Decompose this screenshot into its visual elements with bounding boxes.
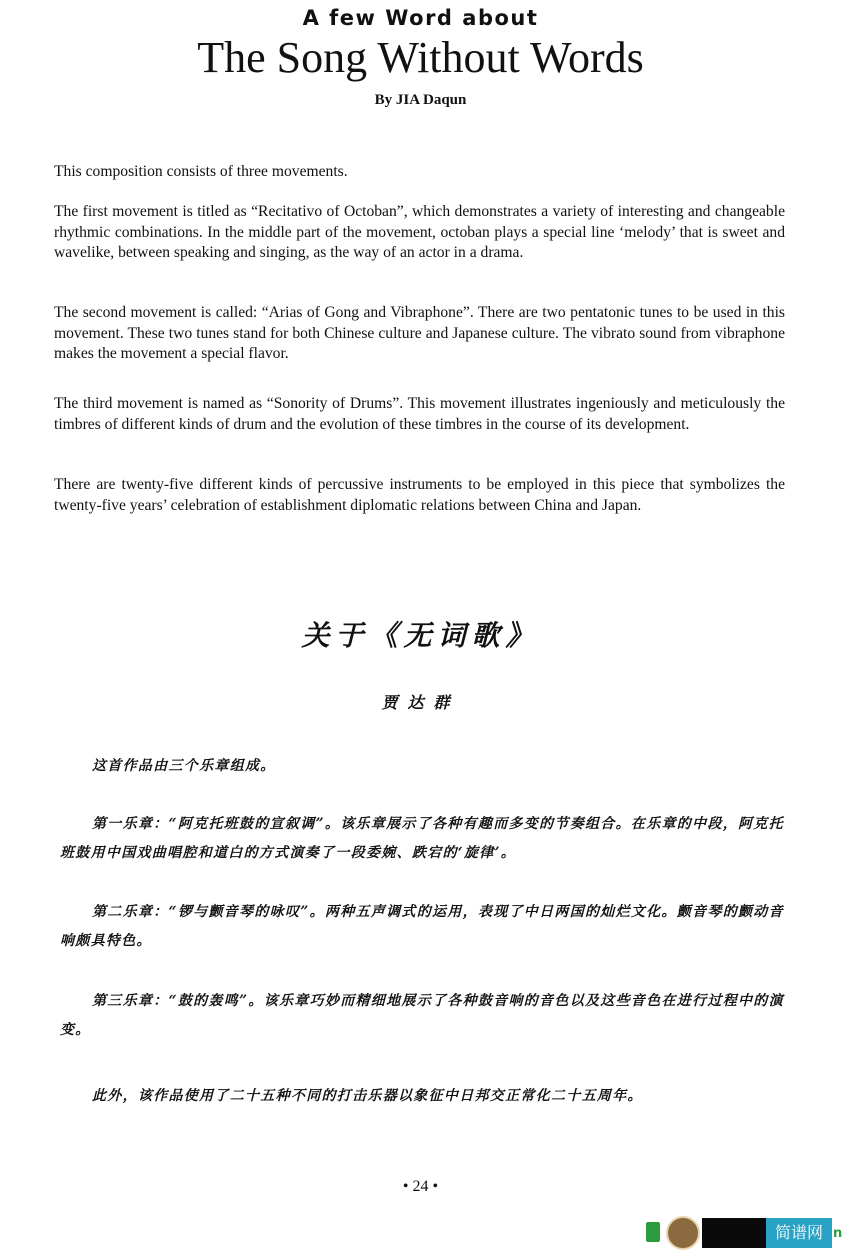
chinese-author: 贾达群 (381, 693, 460, 712)
english-paragraph-movement-2: The second movement is called: “Arias of Gong and Vibraphone”. There are two pentatonic tunes to be used in this movement. These two tunes stand for both Chinese culture and Japanese culture. The vibrato sound from vibraphone makes the movement a special flavor. (54, 304, 785, 362)
avatar (666, 1216, 700, 1250)
author-byline: By JIA Daqun (374, 92, 467, 108)
chinese-title: 关于《无词歌》 (301, 619, 540, 652)
english-paragraph-closing: There are twenty-five different kinds of percussive instruments to be employed in this piece that symbolizes the twenty-five years’ celebration of establishment diplomatic relations between China and Japan. (54, 476, 785, 514)
site-name-label: 简谱网 (766, 1218, 832, 1248)
english-paragraph-intro: This composition consists of three movements. (54, 163, 348, 180)
page-title: The Song Without Words (197, 33, 644, 82)
chinese-paragraph-intro: 这首作品由三个乐章组成。 (92, 758, 276, 774)
chinese-paragraph-movement-1: 第一乐章：“阿克托班鼓的宣叙调”。该乐章展示了各种有趣而多变的节奏组合。在乐章的中段，阿克托班鼓用中国戏曲唱腔和道白的方式演奏了一段委婉、跌宕的‘旋律’。 (60, 816, 784, 861)
badge-mark: n (833, 1226, 842, 1241)
chinese-paragraph-closing: 此外，该作品使用了二十五种不同的打击乐器以象征中日邦交正常化二十五周年。 (92, 1088, 643, 1104)
leaf-logo-icon (646, 1222, 660, 1242)
page-number: • 24 • (402, 1178, 439, 1195)
english-paragraph-movement-3: The third movement is named as “Sonority of Drums”. This movement illustrates ingeniously and meticulously the timbres of different kinds of drum and the evolution of these timbres in the course of its development. (54, 395, 785, 433)
header-kicker: A few Word about (302, 6, 539, 30)
chinese-paragraph-movement-3: 第三乐章：“鼓的轰鸣”。该乐章巧妙而精细地展示了各种鼓音响的音色以及这些音色在进行过程中的演变。 (60, 993, 784, 1038)
english-paragraph-movement-1: The first movement is titled as “Recitativo of Octoban”, which demonstrates a variety of interesting and changeable rhythmic combinations. In the middle part of the movement, octoban plays a special line ‘melody’ that is sweet and wavelike, between speaking and singing, as the way of an actor in a drama. (54, 203, 785, 261)
site-watermark-badge[interactable] (646, 1214, 841, 1248)
chinese-paragraph-movement-2: 第二乐章：“锣与颤音琴的咏叹”。两种五声调式的运用，表现了中日两国的灿烂文化。颤音琴的颤动音响颇具特色。 (60, 904, 784, 949)
